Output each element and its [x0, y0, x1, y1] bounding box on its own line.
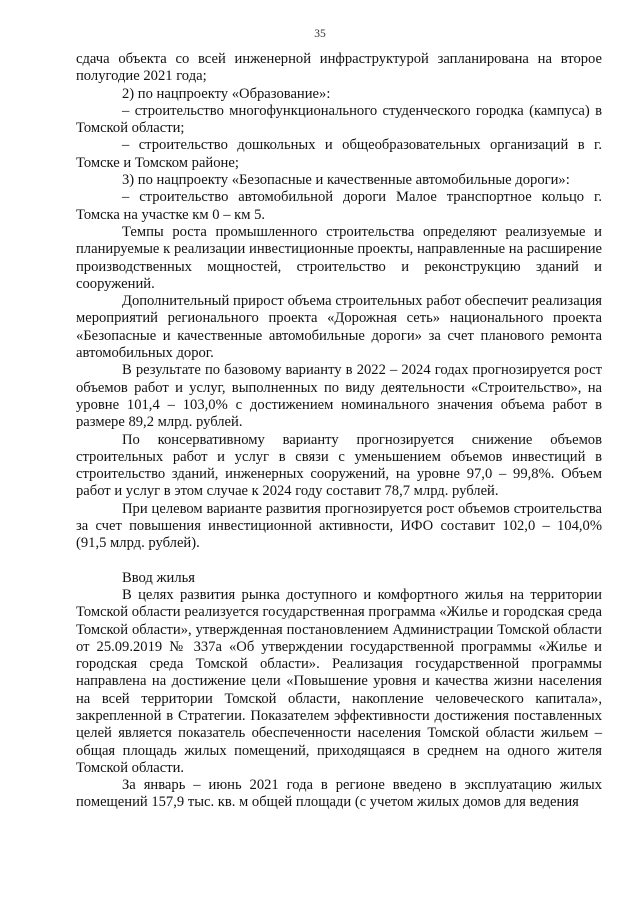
paragraph: – строительство дошкольных и общеобразовательных организаций в г. Томске и Томском районе;	[76, 137, 602, 171]
page-number: 35	[314, 28, 326, 40]
paragraph: – строительство многофункционального студенческого городка (кампуса) в Томской области;	[76, 102, 602, 137]
blank-line	[76, 553, 602, 570]
document-body	[76, 51, 602, 812]
paragraph: Дополнительный прирост объема строительных работ обеспечит реализация мероприятий регионального проекта «Дорожная сеть» национального проекта «Безопасные и качественные автомобильные дороги» за счет планового ремонта автомобильных дорог.	[76, 293, 602, 362]
paragraph: За январь – июнь 2021 года в регионе введено в эксплуатацию жилых помещений 157,9 тыс. кв. м общей площади (с учетом жилых домов для ведения	[76, 777, 602, 811]
paragraph: В результате по базовому варианту в 2022 – 2024 годах прогнозируется рост объемов работ и услуг, выполненных по виду деятельности «Строительство», на уровне 101,4 – 103,0% с достижением номинального значения объема работ в размере 89,2 млрд. рублей.	[76, 362, 602, 431]
paragraph: По консервативному варианту прогнозируется снижение объемов строительных работ и услуг в связи с уменьшением объемов инвестиций в строительство зданий, инженерных сооружений, на уровне 97,0 – 99,8%. Объем работ и услуг в этом случае к 2024 году составит 78,7 млрд. рублей.	[76, 431, 602, 500]
section-heading: Ввод жилья	[122, 569, 196, 586]
paragraph: При целевом варианте развития прогнозируется рост объемов строительства за счет повышения инвестиционной активности, ИФО составит 102,0 – 104,0% (91,5 млрд. рублей).	[76, 500, 602, 552]
paragraph: сдача объекта со всей инженерной инфраструктурой запланирована на второе полугодие 2021 года;	[76, 51, 602, 85]
paragraph: 2) по нацпроекту «Образование»:	[122, 85, 331, 102]
paragraph: В целях развития рынка доступного и комфортного жилья на территории Томской области реализуется государственная программа «Жилье и городская среда Томской области», утвержденная постановлением Администрации Томской области от 25.09.2019 № 337а «Об утверждении государственной программы «Жилье и городская среда Томской области». Реализация государственной программы направлена на достижение цели «Повышение уровня и качества жизни населения на всей территории Томской области, накопление человеческого капитала», закрепленной в Стратегии. Показателем эффективности достижения поставленных целей является показатель обеспеченности населения Томской области жильем – общая площадь жилых помещений, приходящаяся в среднем на одного жителя Томской области.	[76, 586, 602, 776]
paragraph: 3) по нацпроекту «Безопасные и качественные автомобильные дороги»:	[122, 172, 570, 189]
paragraph: Темпы роста промышленного строительства определяют реализуемые и планируемые к реализации инвестиционные проекты, направленные на расширение производственных мощностей, строительство и реконструкцию зданий и сооружений.	[76, 223, 602, 292]
paragraph: – строительство автомобильной дороги Малое транспортное кольцо г. Томска на участке км 0 – км 5.	[76, 189, 602, 223]
